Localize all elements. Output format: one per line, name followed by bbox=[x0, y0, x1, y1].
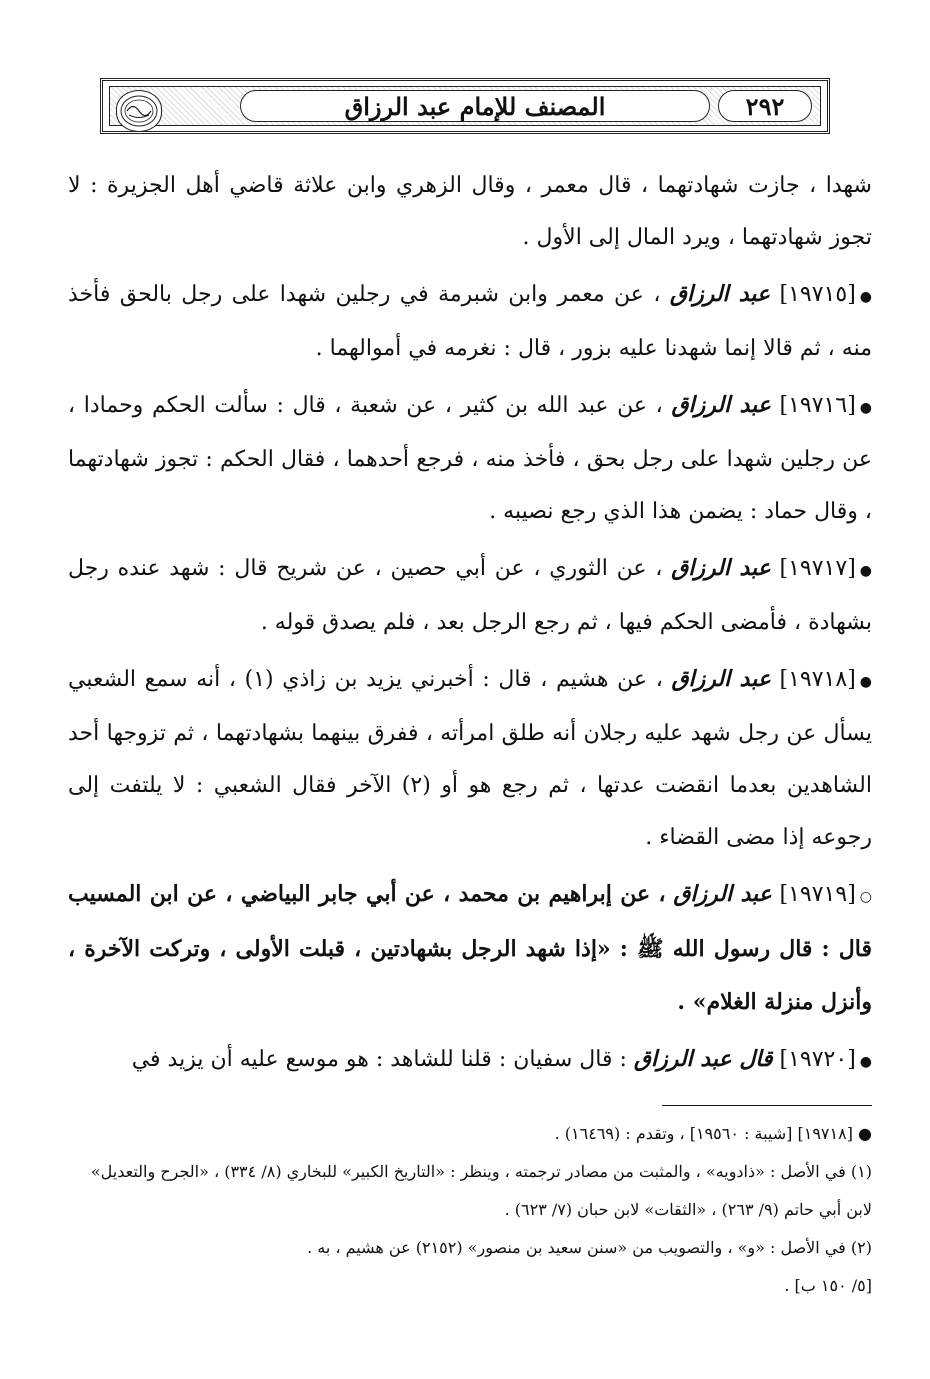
footnote-divider bbox=[662, 1105, 872, 1106]
hadith-number: [١٩٧١٧] bbox=[779, 556, 856, 581]
filled-bullet-icon: ● bbox=[859, 289, 873, 305]
narrator-name: عبد الرزاق bbox=[673, 881, 772, 907]
hollow-bullet-icon: ○ bbox=[859, 889, 873, 905]
book-seal-logo bbox=[116, 90, 162, 132]
main-text bbox=[68, 160, 872, 1092]
narrator-name: عبد الرزاق bbox=[671, 555, 771, 581]
hadith-text: ، عن إبراهيم بن محمد ، عن أبي جابر البياضي ، عن ابن المسيب قال : قال رسول الله ﷺ : «إذا شهد الرجل بشهادتين ، قبلت الأولى ، وتركت الآخرة ، وأنزل منزلة الغلام» . bbox=[68, 881, 872, 1015]
filled-bullet-icon: ● bbox=[859, 674, 873, 690]
narrator-name: عبد الرزاق bbox=[669, 281, 771, 307]
filled-bullet-icon: ● bbox=[859, 1054, 872, 1070]
hadith-19718 bbox=[68, 653, 872, 864]
filled-bullet-icon: ● bbox=[859, 563, 872, 579]
footnote-source: ● [١٩٧١٨] [شيبة : ١٩٥٦٠] ، وتقدم : (١٦٤٦٩) . bbox=[554, 1124, 872, 1143]
hadith-19717 bbox=[68, 542, 872, 649]
page-number: ٢٩٢ bbox=[718, 90, 812, 122]
hadith-number: [١٩٧١٨] bbox=[779, 667, 856, 692]
footnote-1: (١) في الأصل : «ذادويه» ، والمثبت من مصادر ترجمته ، وينظر : «التاريخ الكبير» للبخاري (٨/ ٣٣٤) ، «الجرح والتعديل» لابن أبي حاتم (٩/ ٢٦٣) ، «الثقات» لابن حبان (٧/ ٦٢٣) . bbox=[90, 1162, 872, 1219]
hadith-19716 bbox=[68, 379, 872, 538]
paragraph-0 bbox=[68, 160, 872, 264]
narrator-name: عبد الرزاق bbox=[671, 666, 771, 692]
hadith-text: ، عن هشيم ، قال : أخبرني يزيد بن زاذي (١) ، أنه سمع الشعبي يسأل عن رجل شهد عليه رجلان أنه طلق امرأته ، ففرق بينهما بشهادتهما ، ثم تزوجها أحد الشاهدين بعدما انقضت عدتها ، ثم رجع هو أو (٢) الآخر فقال الشعبي : لا يلتفت إلى رجوعه إذا مضى القضاء . bbox=[68, 667, 872, 850]
hadith-19719 bbox=[68, 868, 872, 1029]
hadith-number: [١٩٧١٥] bbox=[779, 282, 856, 307]
hadith-number: [١٩٧١٦] bbox=[779, 393, 856, 418]
hadith-text: ، عن معمر وابن شبرمة في رجلين شهدا على رجل بالحق فأخذ منه ، ثم قالا إنما شهدنا عليه بزور ، قال : نغرمه في أموالهما . bbox=[68, 282, 872, 361]
hadith-number: [١٩٧١٩] bbox=[779, 882, 856, 907]
footnotes bbox=[68, 1115, 872, 1305]
header-ornament bbox=[109, 86, 821, 126]
hadith-text: ، عن الثوري ، عن أبي حصين ، عن شريح قال : شهد عنده رجل بشهادة ، فأمضى الحكم فيها ، ثم رجع الرجل بعد ، فلم يصدق قوله . bbox=[68, 556, 872, 635]
narrator-name: قال عبد الرزاق bbox=[633, 1046, 773, 1072]
page-header bbox=[100, 78, 830, 134]
hadith-number: [١٩٧٢٠] bbox=[779, 1047, 856, 1072]
paragraph-text: شهدا ، جازت شهادتهما ، قال معمر ، وقال الزهري وابن علاثة قاضي أهل الجزيرة : لا تجوز شهادتهما ، ويرد المال إلى الأول . bbox=[68, 173, 872, 250]
book-title: المصنف للإمام عبد الرزاق bbox=[240, 90, 710, 122]
seal-ornament-icon bbox=[119, 94, 159, 128]
hadith-19715 bbox=[68, 268, 872, 375]
hadith-text: ، عن عبد الله بن كثير ، عن شعبة ، قال : سألت الحكم وحمادا ، عن رجلين شهدا على رجل بحق ، فأخذ منه ، فرجع أحدهما ، فقال الحكم : تجوز شهادتهما ، وقال حماد : يضمن هذا الذي رجع نصيبه . bbox=[68, 393, 872, 524]
footnote-manuscript-ref: [٥/ ١٥٠ ب] . bbox=[784, 1276, 872, 1295]
footnote-2: (٢) في الأصل : «و» ، والتصويب من «سنن سعيد بن منصور» (٢١٥٢) عن هشيم ، به . bbox=[307, 1238, 872, 1257]
filled-bullet-icon: ● bbox=[859, 400, 872, 416]
narrator-name: عبد الرزاق bbox=[671, 392, 771, 418]
hadith-19720 bbox=[68, 1033, 872, 1088]
hadith-text: : قال سفيان : قلنا للشاهد : هو موسع عليه أن يزيد في bbox=[131, 1047, 627, 1072]
